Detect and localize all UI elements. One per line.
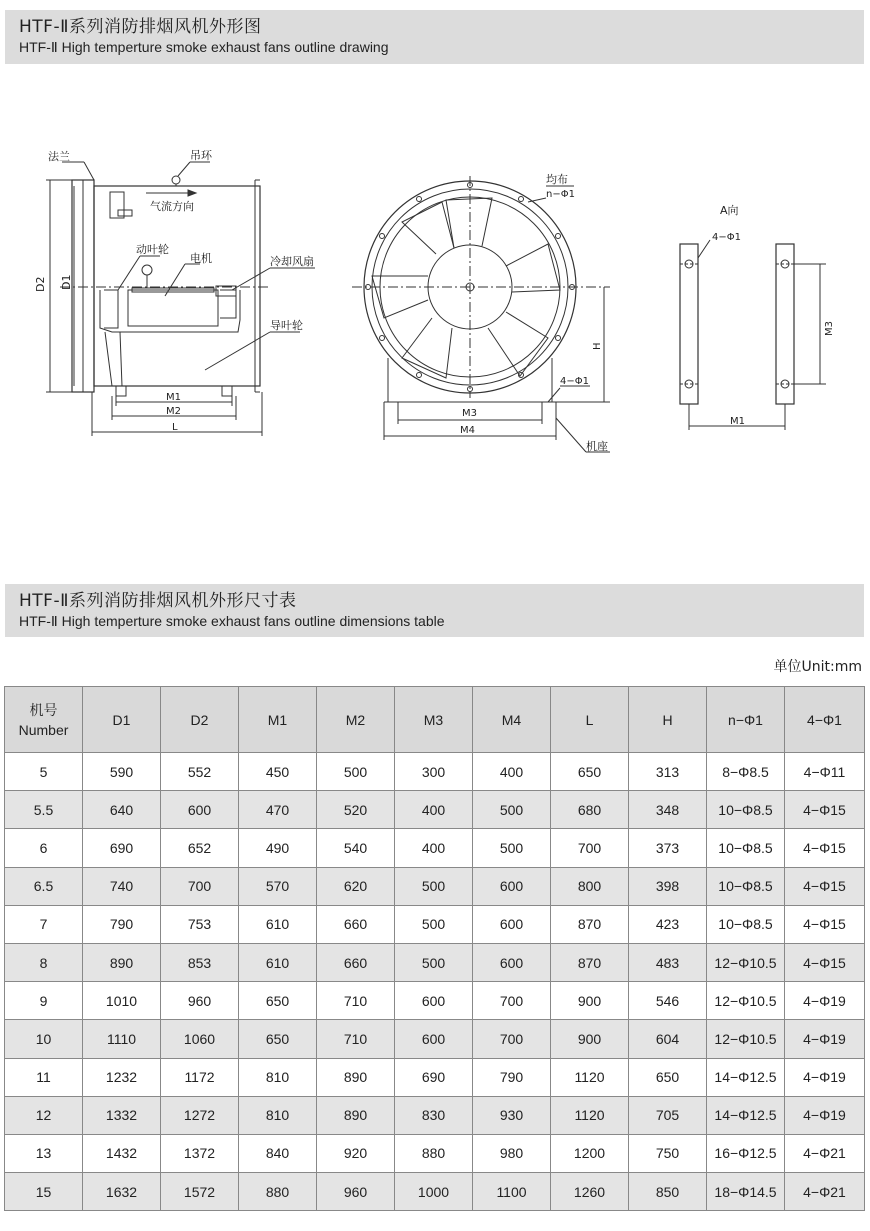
table-cell: 1372 <box>161 1134 239 1172</box>
table-cell: 660 <box>317 943 395 981</box>
view-a <box>680 203 835 430</box>
table-row <box>5 1058 865 1096</box>
table-cell: 900 <box>551 1020 629 1058</box>
table-cell: 500 <box>473 791 551 829</box>
label-impeller: 动叶轮 <box>136 243 169 256</box>
table-cell: 348 <box>629 791 707 829</box>
table-cell: 540 <box>317 829 395 867</box>
table-cell: 790 <box>83 905 161 943</box>
table-cell: 500 <box>395 943 473 981</box>
table-cell: 1120 <box>551 1058 629 1096</box>
table-cell: 700 <box>551 829 629 867</box>
dim-D2: D2 <box>34 276 47 292</box>
table-cell: 710 <box>317 1020 395 1058</box>
table-cell: 313 <box>629 753 707 791</box>
table-cell: 4−Φ15 <box>785 829 865 867</box>
table-row <box>5 905 865 943</box>
table-cell: 890 <box>317 1096 395 1134</box>
table-cell: 4−Φ19 <box>785 1096 865 1134</box>
label-base: 机座 <box>586 440 608 453</box>
dim-M4: M4 <box>460 425 475 436</box>
table-row <box>5 829 865 867</box>
label-lifting-ring: 吊环 <box>190 149 212 162</box>
table-row <box>5 1096 865 1134</box>
table-cell: 500 <box>473 829 551 867</box>
table-cell: 4−Φ19 <box>785 1020 865 1058</box>
table-cell: 1572 <box>161 1173 239 1211</box>
table-cell: 700 <box>473 982 551 1020</box>
table-cell: 1272 <box>161 1096 239 1134</box>
table-cell: 552 <box>161 753 239 791</box>
header-cell: M4 <box>473 687 551 753</box>
table-cell: 470 <box>239 791 317 829</box>
cell-number: 6 <box>5 829 83 867</box>
table-title-cn: HTF-Ⅱ系列消防排烟风机外形尺寸表 <box>19 591 297 611</box>
table-cell: 880 <box>395 1134 473 1172</box>
table-cell: 10−Φ8.5 <box>707 905 785 943</box>
table-cell: 890 <box>83 943 161 981</box>
table-cell: 1332 <box>83 1096 161 1134</box>
table-cell: 705 <box>629 1096 707 1134</box>
unit-label: 单位Unit:mm <box>773 659 862 675</box>
drawing-title-en: HTF-Ⅱ High temperture smoke exhaust fans outline drawing <box>19 39 389 55</box>
table-cell: 12−Φ10.5 <box>707 943 785 981</box>
label-uniform: 均布 <box>546 173 568 186</box>
outline-drawing <box>0 140 870 470</box>
side-view <box>34 149 315 436</box>
drawing-section-header <box>5 10 864 64</box>
label-motor: 电机 <box>190 252 212 265</box>
table-cell: 8−Φ8.5 <box>707 753 785 791</box>
table-cell: 870 <box>551 943 629 981</box>
cell-number: 8 <box>5 943 83 981</box>
table-cell: 373 <box>629 829 707 867</box>
drawing-title-cn: HTF-Ⅱ系列消防排烟风机外形图 <box>19 17 262 37</box>
header-cell: D2 <box>161 687 239 753</box>
header-cell: H <box>629 687 707 753</box>
table-cell: 4−Φ11 <box>785 753 865 791</box>
table-cell: 14−Φ12.5 <box>707 1096 785 1134</box>
table-cell: 18−Φ14.5 <box>707 1173 785 1211</box>
dim-D1: D1 <box>60 274 73 290</box>
table-cell: 890 <box>317 1058 395 1096</box>
dim-M1: M1 <box>166 392 181 403</box>
table-cell: 640 <box>83 791 161 829</box>
table-cell: 600 <box>473 905 551 943</box>
table-title-en: HTF-Ⅱ High temperture smoke exhaust fans outline dimensions table <box>19 613 445 629</box>
table-cell: 483 <box>629 943 707 981</box>
dim-M2: M2 <box>166 406 181 417</box>
table-cell: 500 <box>395 867 473 905</box>
table-cell: 610 <box>239 943 317 981</box>
table-cell: 10−Φ8.5 <box>707 867 785 905</box>
table-cell: 600 <box>473 943 551 981</box>
table-cell: 690 <box>395 1058 473 1096</box>
dimensions-table <box>4 686 865 1211</box>
table-cell: 490 <box>239 829 317 867</box>
table-cell: 610 <box>239 905 317 943</box>
table-row <box>5 943 865 981</box>
label-airflow: 气流方向 <box>150 200 194 213</box>
table-cell: 900 <box>551 982 629 1020</box>
table-cell: 880 <box>239 1173 317 1211</box>
table-cell: 790 <box>473 1058 551 1096</box>
header-number-cn: 机号 <box>29 701 58 718</box>
header-cell: L <box>551 687 629 753</box>
label-cooling-fan: 冷却风扇 <box>270 255 314 268</box>
table-row <box>5 1020 865 1058</box>
cell-number: 5 <box>5 753 83 791</box>
cell-number: 7 <box>5 905 83 943</box>
header-cell: M3 <box>395 687 473 753</box>
table-cell: 590 <box>83 753 161 791</box>
label-n-phi1: n−Φ1 <box>546 189 575 200</box>
table-cell: 14−Φ12.5 <box>707 1058 785 1096</box>
table-cell: 1010 <box>83 982 161 1020</box>
table-header-row <box>5 687 865 753</box>
table-cell: 700 <box>473 1020 551 1058</box>
table-cell: 960 <box>317 1173 395 1211</box>
table-cell: 810 <box>239 1096 317 1134</box>
table-cell: 1432 <box>83 1134 161 1172</box>
table-cell: 4−Φ15 <box>785 905 865 943</box>
table-cell: 930 <box>473 1096 551 1134</box>
table-cell: 500 <box>395 905 473 943</box>
table-cell: 4−Φ15 <box>785 867 865 905</box>
cell-number: 10 <box>5 1020 83 1058</box>
table-cell: 810 <box>239 1058 317 1096</box>
table-row <box>5 867 865 905</box>
header-cell: D1 <box>83 687 161 753</box>
view-a-M3: M3 <box>824 321 835 336</box>
header-cell: M2 <box>317 687 395 753</box>
table-cell: 870 <box>551 905 629 943</box>
label-guide-vane: 导叶轮 <box>270 319 303 332</box>
table-cell: 600 <box>395 982 473 1020</box>
dim-L: L <box>172 422 178 433</box>
cell-number: 9 <box>5 982 83 1020</box>
table-cell: 4−Φ21 <box>785 1173 865 1211</box>
table-cell: 753 <box>161 905 239 943</box>
dim-M3-front: M3 <box>462 408 477 419</box>
table-cell: 1120 <box>551 1096 629 1134</box>
header-cell: 4−Φ1 <box>785 687 865 753</box>
header-cell: n−Φ1 <box>707 687 785 753</box>
table-cell: 1000 <box>395 1173 473 1211</box>
table-cell: 650 <box>551 753 629 791</box>
table-cell: 600 <box>395 1020 473 1058</box>
table-cell: 570 <box>239 867 317 905</box>
view-a-title: A向 <box>720 204 739 217</box>
table-row <box>5 1173 865 1211</box>
table-cell: 12−Φ10.5 <box>707 1020 785 1058</box>
table-cell: 400 <box>395 791 473 829</box>
table-cell: 650 <box>239 1020 317 1058</box>
cell-number: 11 <box>5 1058 83 1096</box>
table-cell: 4−Φ19 <box>785 982 865 1020</box>
table-cell: 1060 <box>161 1020 239 1058</box>
table-body <box>5 753 865 1211</box>
table-cell: 800 <box>551 867 629 905</box>
table-row <box>5 791 865 829</box>
table-cell: 960 <box>161 982 239 1020</box>
table-cell: 660 <box>317 905 395 943</box>
table-cell: 300 <box>395 753 473 791</box>
view-a-M1: M1 <box>730 416 745 427</box>
view-a-4-phi1: 4−Φ1 <box>712 232 741 243</box>
table-cell: 620 <box>317 867 395 905</box>
table-cell: 1632 <box>83 1173 161 1211</box>
table-cell: 652 <box>161 829 239 867</box>
table-cell: 750 <box>629 1134 707 1172</box>
table-cell: 1110 <box>83 1020 161 1058</box>
table-cell: 400 <box>395 829 473 867</box>
table-cell: 10−Φ8.5 <box>707 829 785 867</box>
table-cell: 850 <box>629 1173 707 1211</box>
table-cell: 600 <box>473 867 551 905</box>
table-cell: 650 <box>239 982 317 1020</box>
table-cell: 4−Φ15 <box>785 791 865 829</box>
table-cell: 4−Φ19 <box>785 1058 865 1096</box>
cell-number: 13 <box>5 1134 83 1172</box>
cell-number: 15 <box>5 1173 83 1211</box>
table-cell: 690 <box>83 829 161 867</box>
table-cell: 10−Φ8.5 <box>707 791 785 829</box>
table-section-header <box>5 584 864 637</box>
cell-number: 12 <box>5 1096 83 1134</box>
table-cell: 16−Φ12.5 <box>707 1134 785 1172</box>
table-cell: 604 <box>629 1020 707 1058</box>
header-cell: M1 <box>239 687 317 753</box>
dim-H: H <box>592 342 603 350</box>
table-cell: 600 <box>161 791 239 829</box>
table-cell: 423 <box>629 905 707 943</box>
table-cell: 398 <box>629 867 707 905</box>
header-number-en: Number <box>18 721 69 738</box>
front-view <box>352 172 610 453</box>
table-cell: 680 <box>551 791 629 829</box>
table-row <box>5 982 865 1020</box>
table-cell: 400 <box>473 753 551 791</box>
table-cell: 12−Φ10.5 <box>707 982 785 1020</box>
table-cell: 1172 <box>161 1058 239 1096</box>
table-row <box>5 1134 865 1172</box>
table-cell: 546 <box>629 982 707 1020</box>
table-cell: 840 <box>239 1134 317 1172</box>
table-cell: 920 <box>317 1134 395 1172</box>
table-cell: 1200 <box>551 1134 629 1172</box>
table-cell: 1100 <box>473 1173 551 1211</box>
header-number <box>5 687 83 753</box>
cell-number: 6.5 <box>5 867 83 905</box>
table-cell: 853 <box>161 943 239 981</box>
table-cell: 500 <box>317 753 395 791</box>
table-cell: 700 <box>161 867 239 905</box>
table-row <box>5 753 865 791</box>
table-cell: 1232 <box>83 1058 161 1096</box>
table-cell: 980 <box>473 1134 551 1172</box>
label-4-phi1-front: 4−Φ1 <box>560 376 589 387</box>
table-cell: 830 <box>395 1096 473 1134</box>
table-cell: 4−Φ21 <box>785 1134 865 1172</box>
table-cell: 520 <box>317 791 395 829</box>
table-cell: 740 <box>83 867 161 905</box>
table-cell: 1260 <box>551 1173 629 1211</box>
cell-number: 5.5 <box>5 791 83 829</box>
label-flange: 法兰 <box>48 150 70 163</box>
table-cell: 710 <box>317 982 395 1020</box>
table-cell: 4−Φ15 <box>785 943 865 981</box>
table-cell: 450 <box>239 753 317 791</box>
table-cell: 650 <box>629 1058 707 1096</box>
